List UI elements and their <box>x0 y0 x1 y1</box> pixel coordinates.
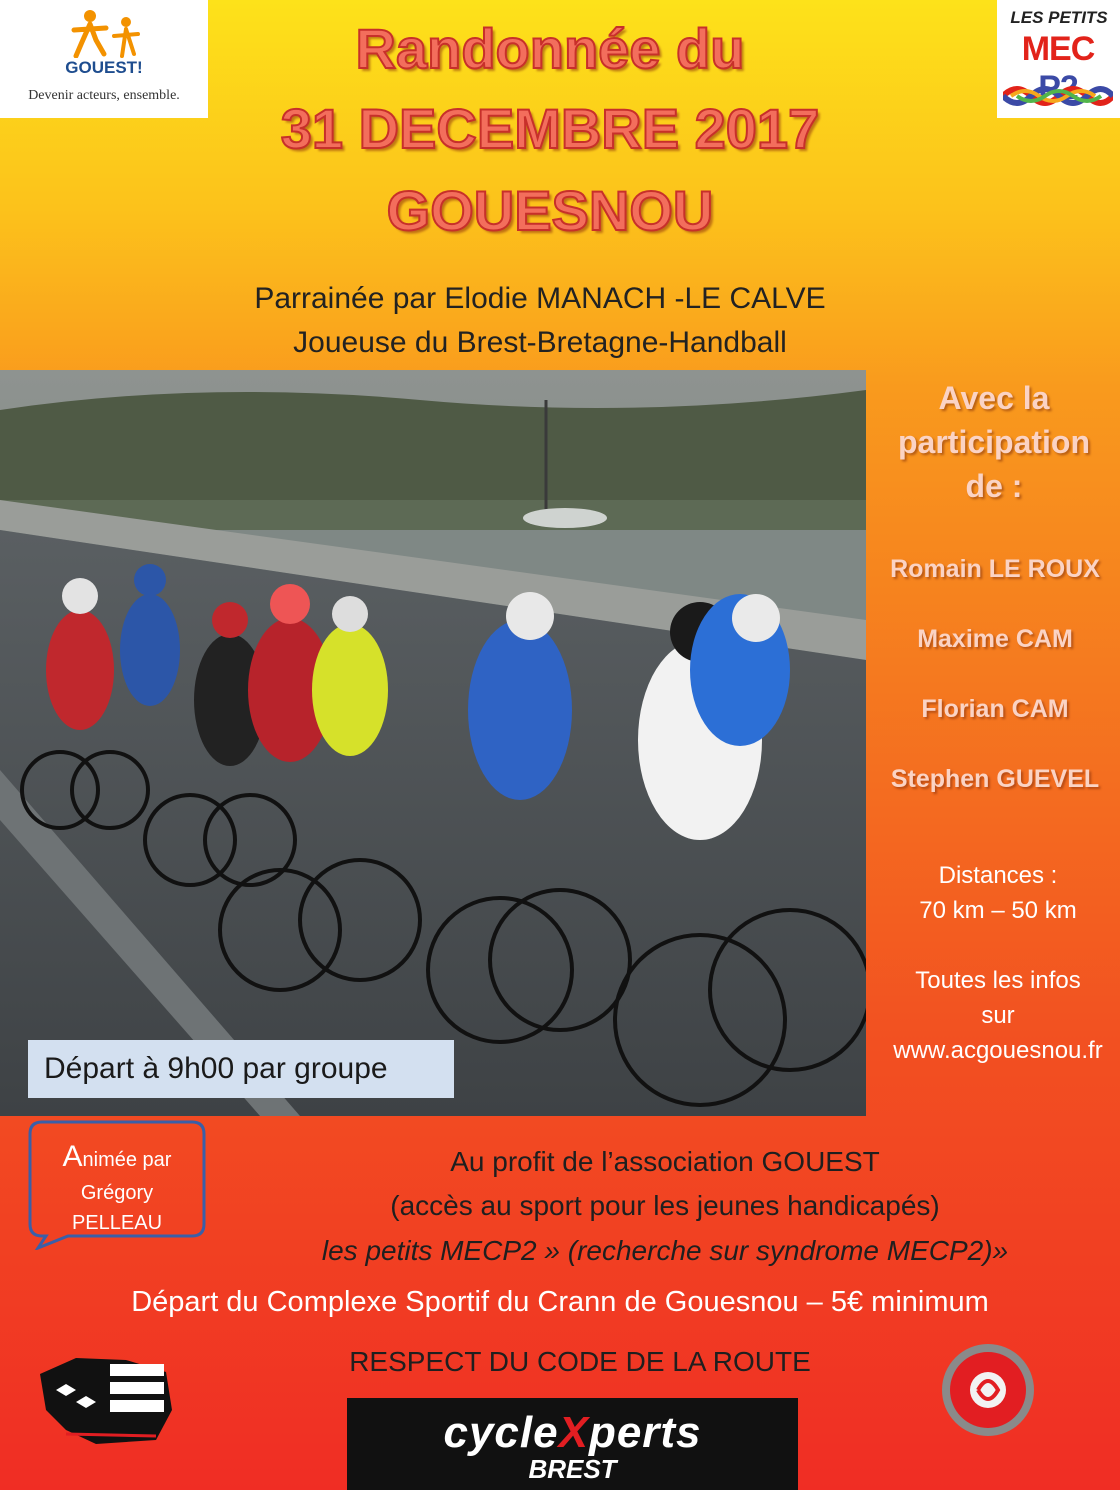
gouest-figures-icon <box>60 8 150 58</box>
participant-name: Romain LE ROUX <box>890 555 1100 583</box>
callout-first-letter: A <box>62 1140 83 1173</box>
distances-label: Distances : <box>938 862 1058 889</box>
callout-line-3: PELLEAU <box>71 1212 163 1234</box>
callout-line-1 <box>28 1140 206 1174</box>
gouest-logo <box>0 0 208 118</box>
brittany-club-logo <box>36 1350 176 1450</box>
cyclexperts-x: X <box>558 1408 589 1457</box>
participant-name: Stephen GUEVEL <box>890 765 1100 793</box>
ac-gouesnou-logo <box>940 1342 1036 1438</box>
road-code-notice: RESPECT DU CODE DE LA ROUTE <box>349 1346 811 1377</box>
mecp2-logo-mec: MEC <box>1021 30 1095 68</box>
start-place: Départ du Complexe Sportif du Crann de Gouesnou – 5€ minimum <box>131 1286 989 1318</box>
mecp2-logo-p2: P2 <box>1038 69 1078 107</box>
callout-line-1-rest: nimée par <box>82 1149 172 1171</box>
mecp2-logo-line1: LES PETITS <box>1010 8 1108 27</box>
callout-line-2: Grégory <box>80 1182 154 1204</box>
benefit-line-1: Au profit de l’association GOUEST <box>450 1146 880 1177</box>
participant-name: Florian CAM <box>921 695 1069 723</box>
gouest-tagline: Devenir acteurs, ensemble. <box>28 88 180 103</box>
cyclexperts-part-2: perts <box>588 1408 702 1457</box>
title-line-1: Randonnée du <box>355 17 745 80</box>
cyclists-photo <box>0 370 866 1116</box>
participation-title-1: Avec la <box>938 380 1050 416</box>
sponsor-line-1: Parrainée par Elodie MANACH -LE CALVE <box>254 282 826 315</box>
website-link[interactable]: www.acgouesnou.fr <box>893 1037 1103 1064</box>
cyclexperts-part-1: cycle <box>443 1408 559 1457</box>
infos-sur: sur <box>981 1002 1015 1029</box>
departure-time-box: Départ à 9h00 par groupe <box>28 1040 454 1098</box>
benefit-line-3: les petits MECP2 » (recherche sur syndrome MECP2)» <box>321 1235 1009 1266</box>
sponsor-line-2: Joueuse du Brest-Bretagne-Handball <box>293 326 787 359</box>
participant-name: Maxime CAM <box>917 625 1073 653</box>
title-line-2: 31 DECEMBRE 2017 <box>280 97 820 160</box>
participation-title-2: participation <box>897 424 1090 460</box>
cyclexperts-city: BREST <box>528 1454 617 1484</box>
cyclexperts-name <box>347 1408 798 1458</box>
benefit-line-2: (accès au sport pour les jeunes handicapés) <box>390 1190 940 1221</box>
gouest-name: GOUEST! <box>65 58 143 77</box>
cyclexperts-logo <box>347 1398 798 1490</box>
cyclists-illustration <box>0 370 866 1116</box>
participation-title-3: de : <box>965 468 1023 504</box>
infos-label: Toutes les infos <box>915 967 1081 994</box>
title-line-3: GOUESNOU <box>386 179 714 242</box>
mecp2-logo <box>997 0 1120 118</box>
distances-value: 70 km – 50 km <box>919 897 1077 924</box>
ribbon-icon <box>1003 82 1113 110</box>
